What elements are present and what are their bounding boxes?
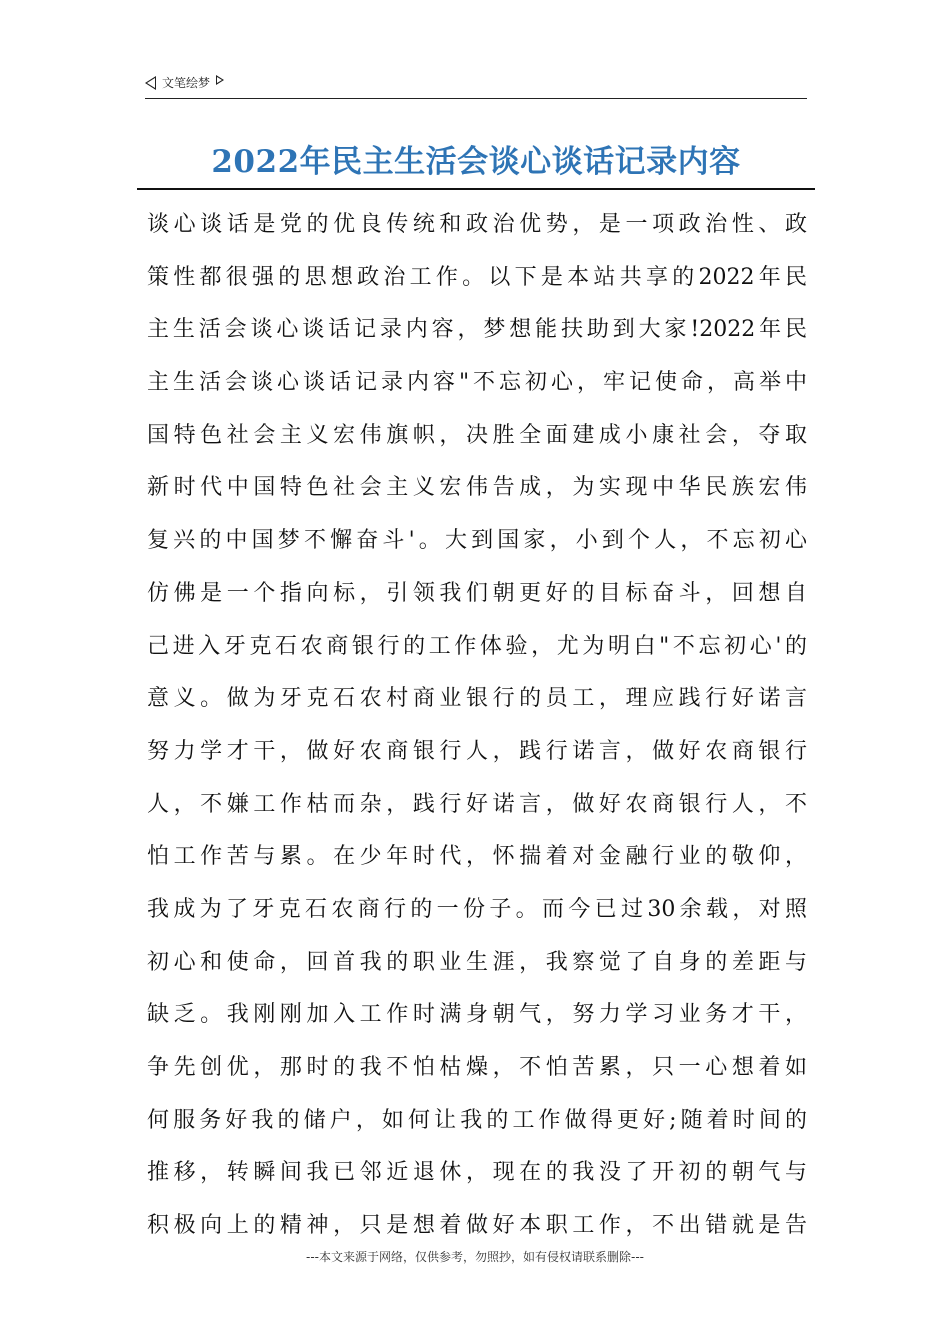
body-line: 新时代中国特色社会主义宏伟告成，为实现中华民族宏伟: [147, 475, 807, 501]
body-line: 仿佛是一个指向标，引领我们朝更好的目标奋斗，回想自: [147, 580, 807, 606]
body-line: 己进入牙克石农商银行的工作体验，尤为明白"不忘初心'的: [147, 633, 807, 659]
body-line: 争先创优，那时的我不怕枯燥，不怕苦累，只一心想着如: [147, 1055, 807, 1080]
body-line: 人，不嫌工作枯而杂，践行好诺言，做好农商银行人，不: [147, 791, 807, 817]
body-line: 意义。做为牙克石农村商业银行的员工，理应践行好诺言: [147, 686, 807, 712]
body-line: 推移，转瞬间我已邻近退休，现在的我没了开初的朝气与: [147, 1160, 807, 1186]
body-line: 谈心谈话是党的优良传统和政治优势，是一项政治性、政: [147, 212, 807, 237]
body-line: 怕工作苦与累。在少年时代，怀揣着对金融行业的敬仰，: [147, 844, 807, 870]
body-line: 我成为了牙克石农商行的一份子。而今已过30余载，对照: [147, 896, 807, 922]
body-line: 缺乏。我刚刚加入工作时满身朝气，努力学习业务才干，: [147, 1002, 807, 1028]
footer-disclaimer: ---本文来源于网络，仅供参考，勿照抄，如有侵权请联系删除---: [306, 1250, 644, 1264]
body-line: 努力学才干，做好农商银行人，践行诺言，做好农商银行: [147, 738, 807, 764]
body-line: 初心和使命，回首我的职业生涯，我察觉了自身的差距与: [147, 949, 807, 975]
triangle-right-outline-icon: [216, 75, 224, 85]
body-line: 主生活会谈心谈话记录内容"不忘初心，牢记使命，高举中: [147, 370, 807, 396]
brand-text: 文笔绘梦: [162, 76, 211, 90]
body-line: 何服务好我的储户，如何让我的工作做得更好;随着时间的: [147, 1107, 807, 1133]
header-brand: [145, 74, 224, 91]
page-header: [145, 72, 807, 100]
document-body: [147, 199, 807, 1253]
title-divider: [137, 188, 815, 190]
body-line: 国特色社会主义宏伟旗帜，决胜全面建成小康社会，夺取: [147, 422, 807, 448]
body-line: 策性都很强的思想政治工作。以下是本站共享的2022年民: [147, 264, 807, 290]
body-line: 复兴的中国梦不懈奋斗'。大到国家，小到个人，不忘初心: [147, 528, 807, 554]
triangle-left-outline-icon: [145, 76, 156, 90]
body-line: 积极向上的精神，只是想着做好本职工作，不出错就是告: [147, 1213, 807, 1239]
document-title: 2022年民主生活会谈心谈话记录内容: [211, 144, 741, 180]
body-line: 主生活会谈心谈话记录内容，梦想能扶助到大家!2022年民: [147, 317, 807, 343]
header-divider: [145, 98, 807, 99]
